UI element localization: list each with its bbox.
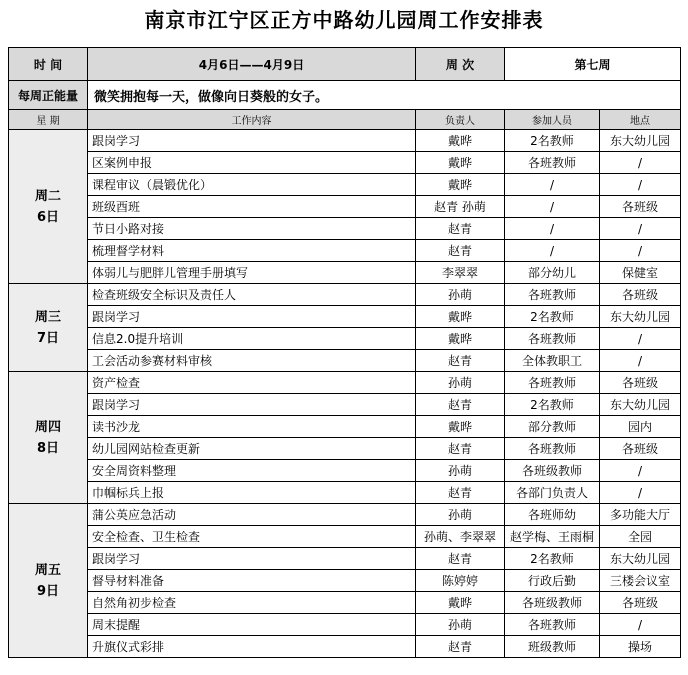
day-cell bbox=[9, 504, 88, 658]
schedule-table bbox=[8, 47, 681, 658]
task-content: 信息2.0提升培训 bbox=[88, 328, 416, 350]
table-row bbox=[9, 350, 681, 372]
table-row bbox=[9, 152, 681, 174]
table-row bbox=[9, 614, 681, 636]
task-owner: 戴晔 bbox=[416, 328, 505, 350]
task-content: 跟岗学习 bbox=[88, 548, 416, 570]
task-participants: 各班教师 bbox=[505, 614, 600, 636]
task-participants: 各班教师 bbox=[505, 284, 600, 306]
task-participants: 各班级教师 bbox=[505, 460, 600, 482]
day-cell bbox=[9, 372, 88, 504]
day-date: 7日 bbox=[36, 330, 60, 346]
energy-text: 微笑拥抱每一天，做像向日葵般的女子。 bbox=[88, 81, 681, 110]
task-content: 区案例申报 bbox=[88, 152, 416, 174]
task-location: / bbox=[600, 614, 681, 636]
task-content: 体弱儿与肥胖儿管理手册填写 bbox=[88, 262, 416, 284]
task-owner: 戴晔 bbox=[416, 152, 505, 174]
task-content: 跟岗学习 bbox=[88, 306, 416, 328]
task-content: 资产检查 bbox=[88, 372, 416, 394]
task-location: 三楼会议室 bbox=[600, 570, 681, 592]
task-participants: 2名教师 bbox=[505, 130, 600, 152]
table-row bbox=[9, 416, 681, 438]
task-participants: 各班教师 bbox=[505, 438, 600, 460]
task-content: 跟岗学习 bbox=[88, 394, 416, 416]
task-owner: 戴晔 bbox=[416, 416, 505, 438]
task-location: / bbox=[600, 350, 681, 372]
task-location: 各班级 bbox=[600, 592, 681, 614]
table-row bbox=[9, 438, 681, 460]
task-location: 东大幼儿园 bbox=[600, 394, 681, 416]
table-row bbox=[9, 592, 681, 614]
day-cell bbox=[9, 284, 88, 372]
task-owner: 孙萌 bbox=[416, 614, 505, 636]
col-day: 星 期 bbox=[9, 110, 88, 130]
task-location: 东大幼儿园 bbox=[600, 306, 681, 328]
task-location: / bbox=[600, 240, 681, 262]
task-location: / bbox=[600, 174, 681, 196]
table-row bbox=[9, 460, 681, 482]
task-content: 梳理督学材料 bbox=[88, 240, 416, 262]
task-location: / bbox=[600, 460, 681, 482]
table-row bbox=[9, 504, 681, 526]
table-row bbox=[9, 284, 681, 306]
task-content: 工会活动参赛材料审核 bbox=[88, 350, 416, 372]
task-content: 班级酉班 bbox=[88, 196, 416, 218]
task-owner: 戴晔 bbox=[416, 130, 505, 152]
day-date: 9日 bbox=[36, 583, 60, 599]
task-participants: 部分幼儿 bbox=[505, 262, 600, 284]
task-location: 各班级 bbox=[600, 438, 681, 460]
task-participants: 部分教师 bbox=[505, 416, 600, 438]
table-row bbox=[9, 306, 681, 328]
task-content: 巾帼标兵上报 bbox=[88, 482, 416, 504]
table-row bbox=[9, 262, 681, 284]
task-location: 东大幼儿园 bbox=[600, 548, 681, 570]
task-owner: 孙萌 bbox=[416, 284, 505, 306]
task-content: 检查班级安全标识及责任人 bbox=[88, 284, 416, 306]
task-content: 安全检查、卫生检查 bbox=[88, 526, 416, 548]
task-content: 升旗仪式彩排 bbox=[88, 636, 416, 658]
task-owner: 戴晔 bbox=[416, 592, 505, 614]
task-participants: / bbox=[505, 240, 600, 262]
task-participants: 2名教师 bbox=[505, 394, 600, 416]
task-owner: 赵青 bbox=[416, 438, 505, 460]
task-participants: 各部门负责人 bbox=[505, 482, 600, 504]
task-location: 多功能大厅 bbox=[600, 504, 681, 526]
task-participants: 2名教师 bbox=[505, 306, 600, 328]
week-value: 第七周 bbox=[505, 48, 681, 81]
column-header-row bbox=[9, 110, 681, 130]
task-participants: 各班教师 bbox=[505, 372, 600, 394]
table-row bbox=[9, 240, 681, 262]
task-content: 蒲公英应急活动 bbox=[88, 504, 416, 526]
table-row bbox=[9, 394, 681, 416]
task-content: 周末提醒 bbox=[88, 614, 416, 636]
task-owner: 赵青 bbox=[416, 240, 505, 262]
task-participants: / bbox=[505, 196, 600, 218]
table-row bbox=[9, 328, 681, 350]
task-participants: 各班级教师 bbox=[505, 592, 600, 614]
col-content: 工作内容 bbox=[88, 110, 416, 130]
day-cell bbox=[9, 130, 88, 284]
page-title: 南京市江宁区正方中路幼儿园周工作安排表 bbox=[144, 8, 544, 32]
task-owner: 陈婷婷 bbox=[416, 570, 505, 592]
task-owner: 孙萌 bbox=[416, 460, 505, 482]
task-participants: 赵学梅、王雨桐 bbox=[505, 526, 600, 548]
task-owner: 李翠翠 bbox=[416, 262, 505, 284]
table-row bbox=[9, 196, 681, 218]
task-owner: 赵青 孙萌 bbox=[416, 196, 505, 218]
task-content: 跟岗学习 bbox=[88, 130, 416, 152]
task-owner: 赵青 bbox=[416, 350, 505, 372]
table-row bbox=[9, 218, 681, 240]
table-row bbox=[9, 548, 681, 570]
col-owner: 负责人 bbox=[416, 110, 505, 130]
table-row bbox=[9, 636, 681, 658]
task-participants: 各班教师 bbox=[505, 152, 600, 174]
task-participants: / bbox=[505, 174, 600, 196]
task-owner: 赵青 bbox=[416, 482, 505, 504]
task-participants: 2名教师 bbox=[505, 548, 600, 570]
task-location: 各班级 bbox=[600, 284, 681, 306]
task-content: 幼儿园网站检查更新 bbox=[88, 438, 416, 460]
task-participants: 全体教职工 bbox=[505, 350, 600, 372]
task-owner: 孙萌、李翠翠 bbox=[416, 526, 505, 548]
col-participants: 参加人员 bbox=[505, 110, 600, 130]
task-content: 读书沙龙 bbox=[88, 416, 416, 438]
table-row bbox=[9, 174, 681, 196]
task-participants: 各班师幼 bbox=[505, 504, 600, 526]
task-location: 园内 bbox=[600, 416, 681, 438]
table-row bbox=[9, 130, 681, 152]
task-owner: 孙萌 bbox=[416, 504, 505, 526]
task-owner: 赵青 bbox=[416, 394, 505, 416]
day-name: 周四 bbox=[34, 419, 61, 435]
task-content: 节日小路对接 bbox=[88, 218, 416, 240]
day-date: 6日 bbox=[36, 209, 60, 225]
task-participants: 各班教师 bbox=[505, 328, 600, 350]
table-row bbox=[9, 372, 681, 394]
col-location: 地点 bbox=[600, 110, 681, 130]
task-location: 全园 bbox=[600, 526, 681, 548]
time-label: 时 间 bbox=[9, 48, 88, 81]
table-row bbox=[9, 526, 681, 548]
task-location: / bbox=[600, 482, 681, 504]
week-label: 周 次 bbox=[416, 48, 505, 81]
task-owner: 戴晔 bbox=[416, 306, 505, 328]
task-content: 督导材料准备 bbox=[88, 570, 416, 592]
task-content: 安全周资料整理 bbox=[88, 460, 416, 482]
task-location: 各班级 bbox=[600, 372, 681, 394]
task-owner: 赵青 bbox=[416, 548, 505, 570]
task-owner: 孙萌 bbox=[416, 372, 505, 394]
task-owner: 赵青 bbox=[416, 636, 505, 658]
date-range: 4月6日——4月9日 bbox=[88, 48, 416, 81]
day-name: 周二 bbox=[34, 188, 61, 204]
task-content: 自然角初步检查 bbox=[88, 592, 416, 614]
task-location: 东大幼儿园 bbox=[600, 130, 681, 152]
day-name: 周三 bbox=[34, 309, 61, 325]
header-row bbox=[9, 48, 681, 81]
task-owner: 赵青 bbox=[416, 218, 505, 240]
task-location: 各班级 bbox=[600, 196, 681, 218]
table-row bbox=[9, 482, 681, 504]
task-participants: 班级教师 bbox=[505, 636, 600, 658]
task-location: 操场 bbox=[600, 636, 681, 658]
day-name: 周五 bbox=[34, 562, 61, 578]
task-participants: 行政后勤 bbox=[505, 570, 600, 592]
table-row bbox=[9, 570, 681, 592]
day-date: 8日 bbox=[36, 440, 60, 456]
energy-label: 每周正能量 bbox=[9, 81, 88, 110]
energy-row bbox=[9, 81, 681, 110]
task-content: 课程审议（晨锻优化） bbox=[88, 174, 416, 196]
task-location: 保健室 bbox=[600, 262, 681, 284]
task-owner: 戴晔 bbox=[416, 174, 505, 196]
task-location: / bbox=[600, 152, 681, 174]
task-location: / bbox=[600, 218, 681, 240]
task-location: / bbox=[600, 328, 681, 350]
task-participants: / bbox=[505, 218, 600, 240]
